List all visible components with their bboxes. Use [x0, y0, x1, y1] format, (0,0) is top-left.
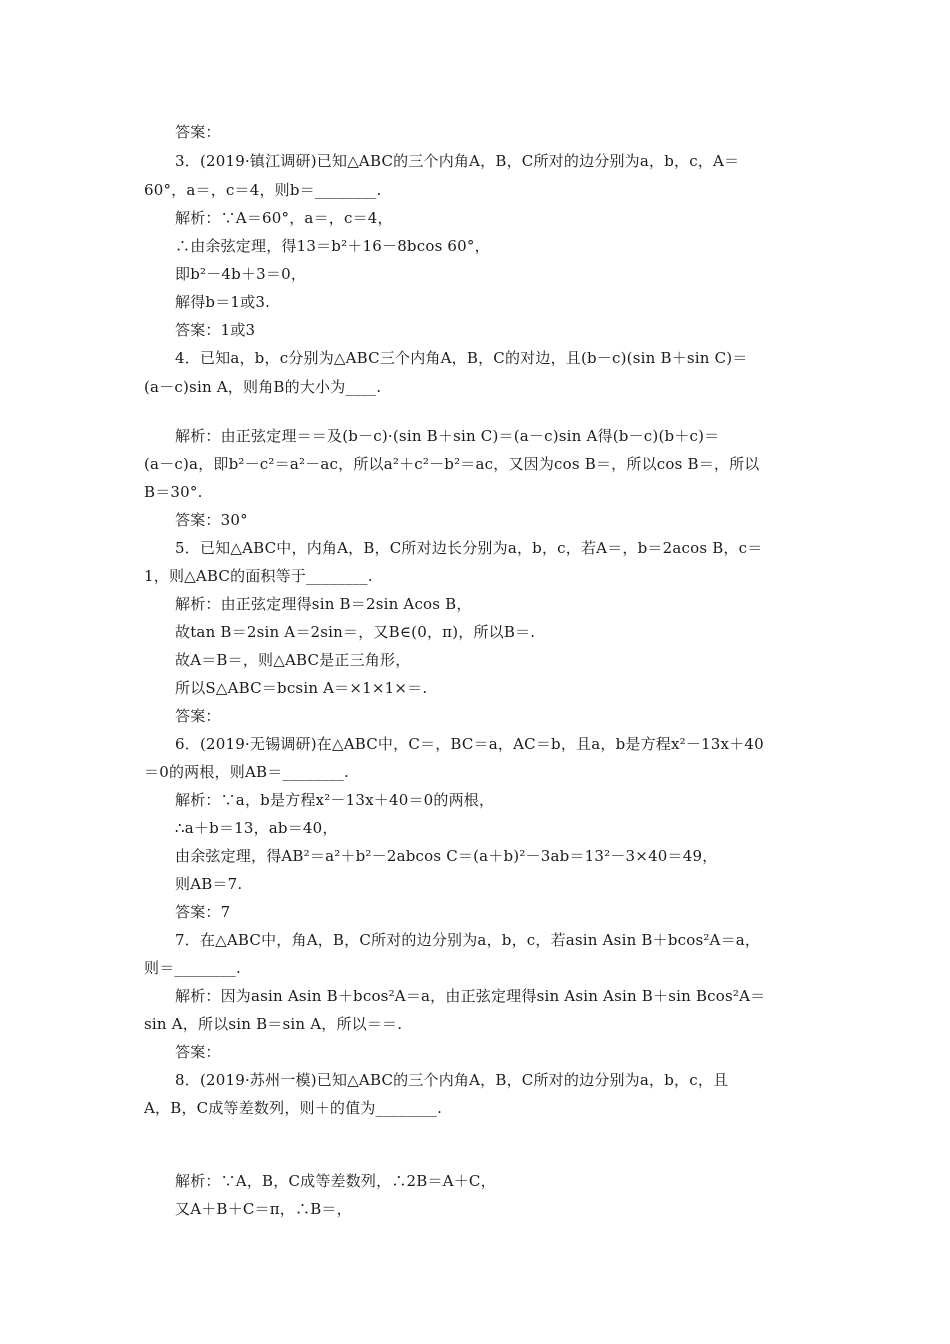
answer-line: 答案：30° [175, 511, 248, 529]
solution-line: 故tan B＝2sin A＝2sin＝，又B∈(0，π)，所以B＝. [175, 623, 536, 641]
solution-line: 解析：由正弦定理得sin B＝2sin Acos B， [175, 595, 472, 613]
solution-line: B＝30°. [144, 483, 203, 501]
solution-line: 则AB＝7. [175, 875, 243, 893]
question-5-line-1: 5．已知△ABC中，内角A，B，C所对边长分别为a，b，c，若A＝，b＝2acos B，c＝ [175, 539, 763, 557]
question-6-line-2: ＝0的两根，则AB＝________. [144, 763, 349, 781]
answer-line: 答案：1或3 [175, 321, 256, 339]
solution-line: 解析：因为asin Asin B＋bcos²A＝a，由正弦定理得sin Asin Asin B＋sin Bcos²A＝ [175, 987, 766, 1005]
solution-line: sin A，所以sin B＝sin A，所以＝＝. [144, 1015, 403, 1033]
question-3-line-1: 3．(2019·镇江调研)已知△ABC的三个内角A，B，C所对的边分别为a，b，c，A＝ [175, 152, 740, 170]
solution-line: 由余弦定理，得AB²＝a²＋b²－2abcos C＝(a＋b)²－3ab＝13²－3×40＝49， [175, 847, 718, 865]
question-5-line-2: 1，则△ABC的面积等于________. [144, 567, 373, 585]
solution-line: 解析：∵A，B，C成等差数列，∴2B＝A＋C， [175, 1172, 496, 1190]
question-8-line-2: A，B，C成等差数列，则＋的值为________. [144, 1099, 443, 1117]
question-4-line-1: 4．已知a，b，c分别为△ABC三个内角A，B，C的对边，且(b－c)(sin B＋sin C)＝ [175, 349, 748, 367]
solution-line: 即b²－4b＋3＝0， [175, 265, 307, 283]
solution-line: (a－c)a，即b²－c²＝a²－ac，所以a²＋c²－b²＝ac，又因为cos B＝，所以cos B＝，所以 [144, 455, 760, 473]
solution-line: 所以S△ABC＝bcsin A＝×1×1×＝. [175, 679, 428, 697]
solution-line: 解析：∵a，b是方程x²－13x＋40＝0的两根， [175, 791, 495, 809]
solution-line: 解得b＝1或3. [175, 293, 271, 311]
question-6-line-1: 6．(2019·无锡调研)在△ABC中，C＝，BC＝a，AC＝b，且a，b是方程x²－13x＋40 [175, 735, 764, 753]
solution-line: 解析：由正弦定理＝＝及(b－c)·(sin B＋sin C)＝(a－c)sin A得(b－c)(b＋c)＝ [175, 427, 720, 445]
question-3-line-2: 60°，a＝，c＝4，则b＝________. [144, 181, 382, 199]
answer-line: 答案： [175, 707, 221, 725]
solution-line: ∴由余弦定理，得13＝b²＋16－8bcos 60°， [175, 237, 490, 255]
answer-line: 答案： [175, 1043, 221, 1061]
solution-line: ∴a＋b＝13，ab＝40， [175, 819, 338, 837]
solution-line: 解析：∵A＝60°，a＝，c＝4， [175, 209, 393, 227]
question-7-line-2: 则＝________. [144, 959, 241, 977]
question-4-line-2: (a－c)sin A，则角B的大小为____. [144, 378, 382, 396]
solution-line: 故A＝B＝，则△ABC是正三角形， [175, 651, 411, 669]
question-8-line-1: 8．(2019·苏州一模)已知△ABC的三个内角A，B，C所对的边分别为a，b，c，且 [175, 1071, 729, 1089]
answer-line: 答案：7 [175, 903, 231, 921]
answer-line: 答案： [175, 123, 221, 141]
solution-line: 又A＋B＋C＝π，∴B＝， [175, 1200, 352, 1218]
question-7-line-1: 7．在△ABC中，角A，B，C所对的边分别为a，b，c，若asin Asin B＋bcos²A＝a， [175, 931, 761, 949]
